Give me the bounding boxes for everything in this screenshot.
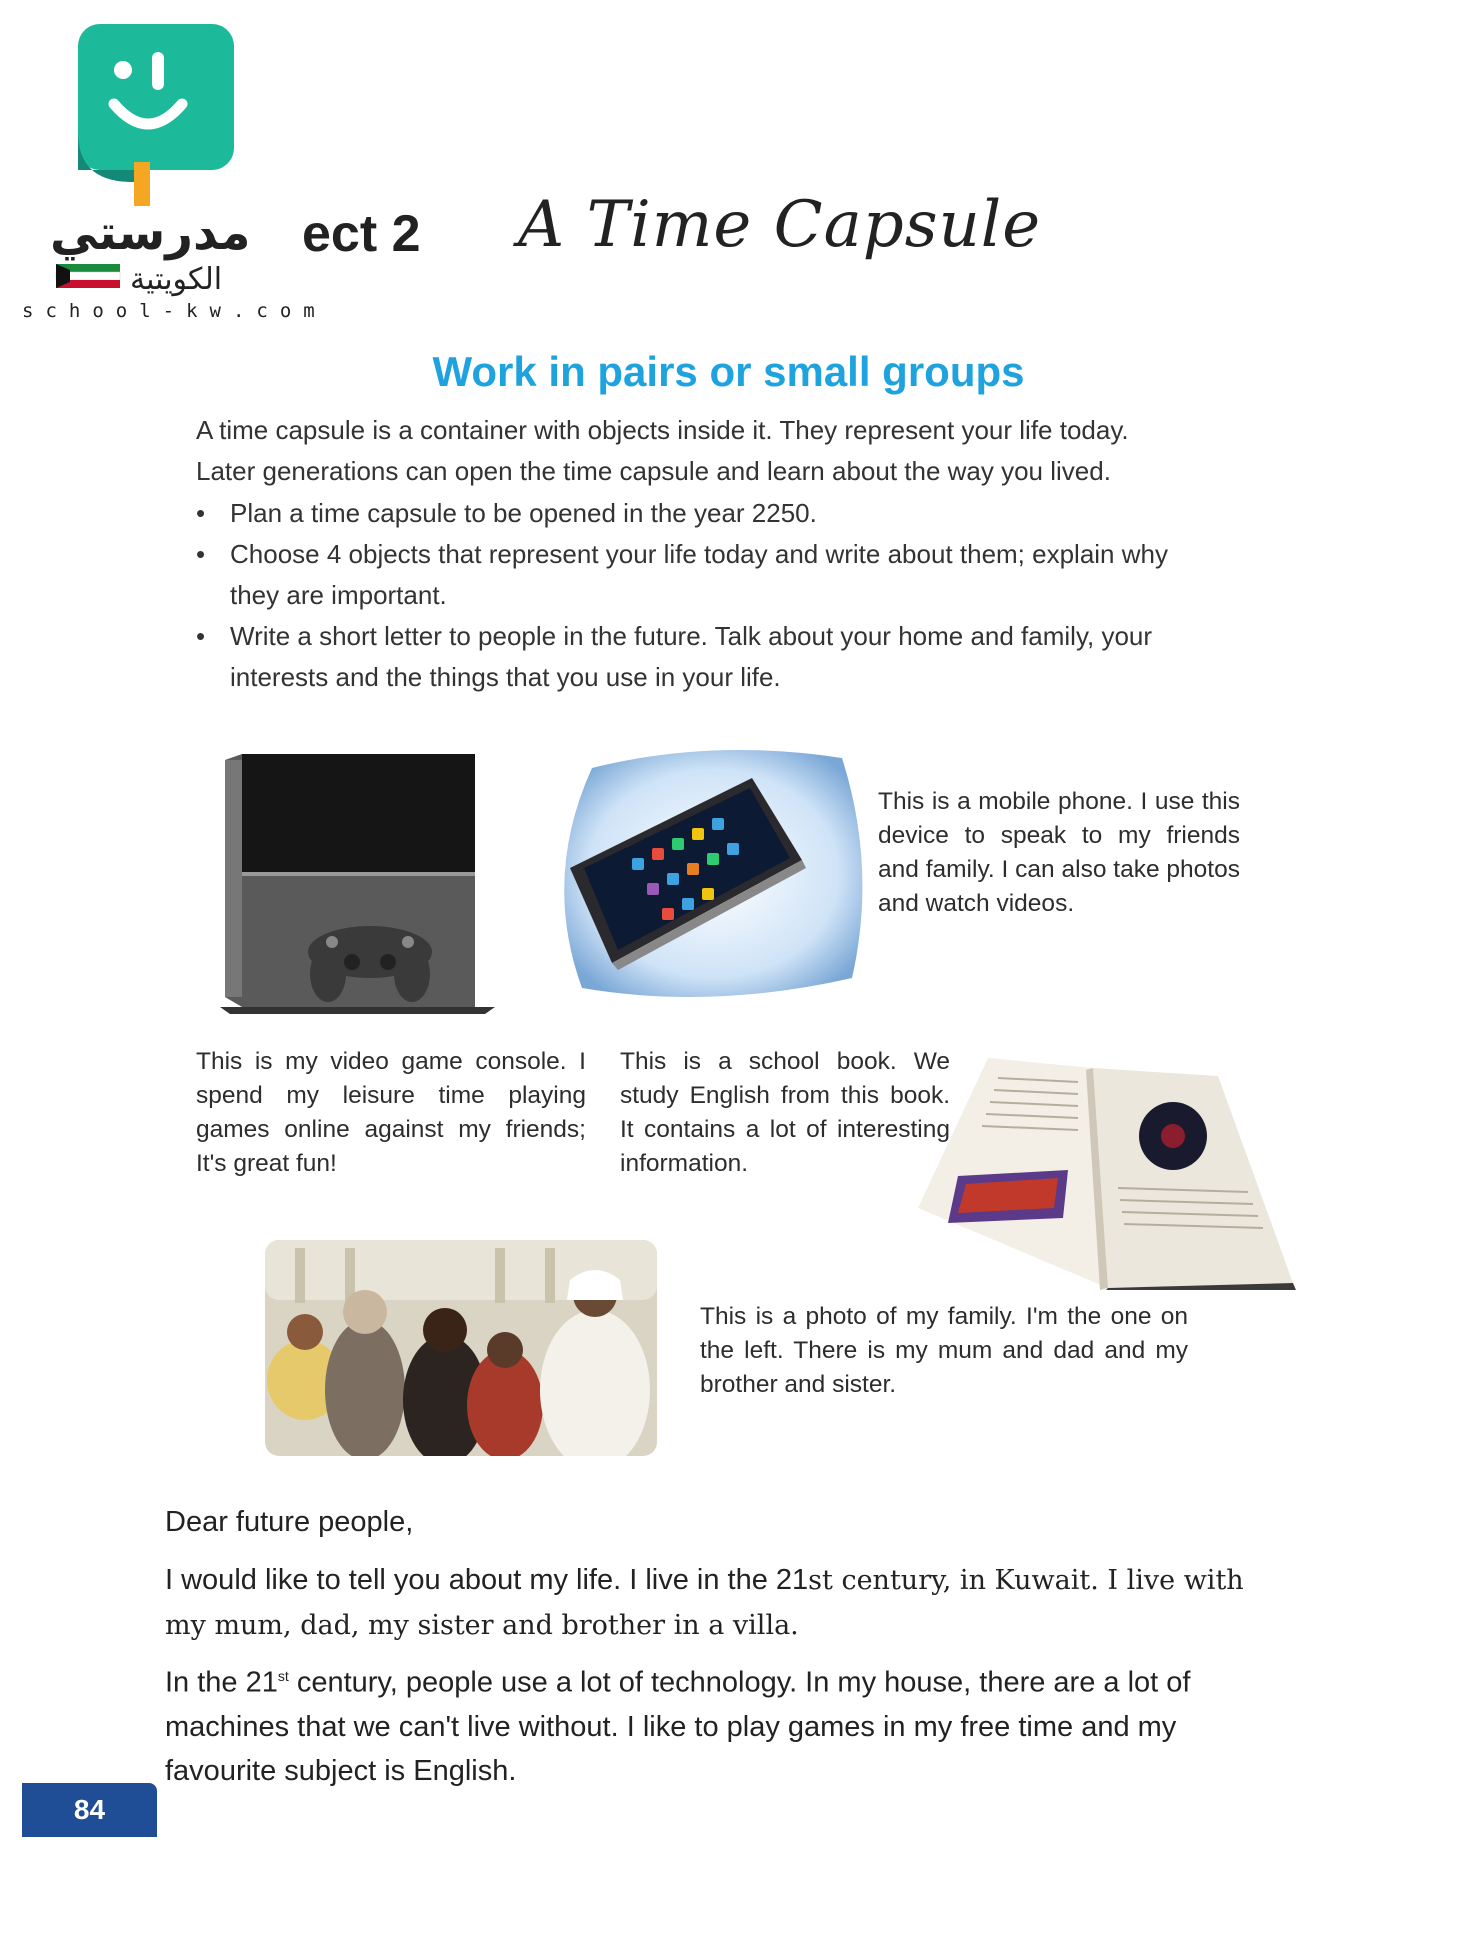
instruction-list <box>196 493 1236 698</box>
page-number: 84 <box>22 1783 157 1837</box>
letter-greeting: Dear future people, <box>165 1506 414 1538</box>
phone-caption: This is a mobile phone. I use this device to speak to my friends and family. I can also take photos and watch videos. <box>878 788 1240 917</box>
logo-url: school-kw.com <box>22 300 327 322</box>
intro-line: Later generations can open the time capsule and learn about the way you lived. <box>196 456 1111 486</box>
letter-text: I would like to tell you about my life. I live in the 21 <box>165 1564 809 1596</box>
list-item: • Write a short letter to people in the future. Talk about your home and family, your interests and the things that you use in your life. <box>196 616 1230 698</box>
family-caption: This is a photo of my family. I'm the one on the left. There is my mum and dad and my brother and sister. <box>700 1303 1188 1398</box>
project-label: ect 2 <box>302 205 421 263</box>
logo-arabic-name: مدرستي <box>50 205 251 261</box>
superscript: st <box>277 1668 289 1684</box>
letter-text: st century, in Kuwait. I live with my mum, dad, my sister and brother in a villa. <box>165 1565 1244 1641</box>
intro-line: A time capsule is a container with objects inside it. They represent your life today. <box>196 415 1129 445</box>
page-title: A Time Capsule <box>518 188 1042 262</box>
mobile-phone-image <box>552 748 870 1000</box>
open-book-image <box>918 1058 1296 1290</box>
intro-paragraph <box>196 410 1236 492</box>
letter-text: century, people use a lot of technology. In my house, there are a lot of machines that we can't live without. I like to play games in my free time and my favourite subject is English. <box>165 1666 1191 1787</box>
list-item: • Choose 4 objects that represent your life today and write about them; explain why they are important. <box>196 534 1220 616</box>
game-console-image <box>220 752 495 1017</box>
letter-paragraph-1 <box>165 1558 1275 1648</box>
book-caption: This is a school book. We study English from this book. It contains a lot of interesting information. <box>620 1048 950 1177</box>
console-caption: This is my video game console. I spend my leisure time playing games online against my friends; It's great fun! <box>196 1048 586 1177</box>
logo-arabic-subtitle: الكويتية <box>130 262 223 297</box>
letter-text: In the 21 <box>165 1666 278 1699</box>
family-photo-image <box>265 1240 657 1456</box>
list-item: • Plan a time capsule to be opened in the year 2250. <box>196 493 1236 534</box>
section-heading: Work in pairs or small groups <box>432 348 1025 395</box>
letter-paragraph-2 <box>165 1654 1245 1793</box>
